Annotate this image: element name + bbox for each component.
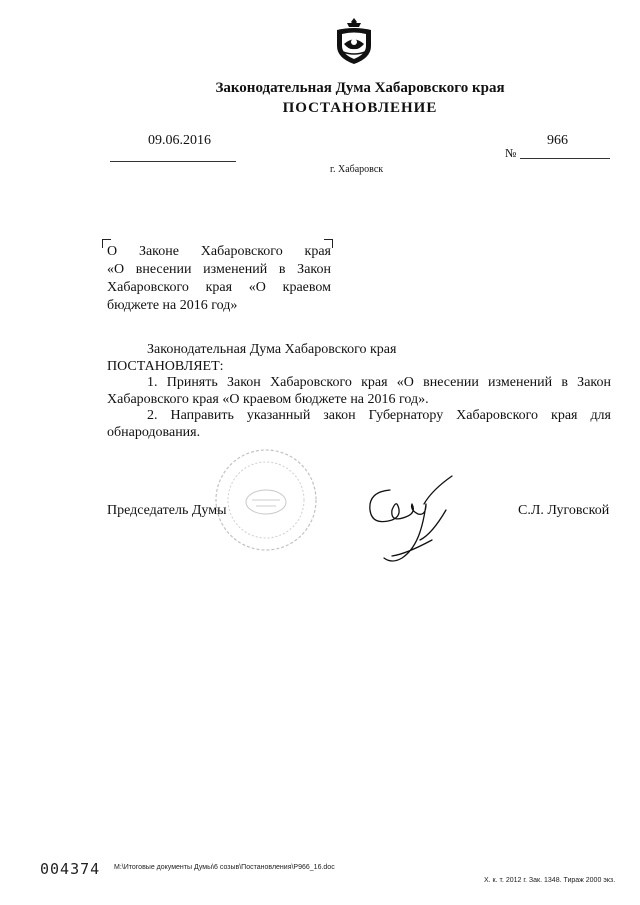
signatory-role: Председатель Думы — [107, 503, 227, 518]
handwritten-signature-icon — [362, 470, 462, 566]
document-body — [107, 342, 611, 441]
title-line: бюджете на 2016 год» — [107, 298, 238, 313]
document-number: 966 — [547, 133, 568, 148]
document-title — [107, 243, 331, 315]
document-type: ПОСТАНОВЛЕНИЕ — [282, 100, 438, 116]
document-date: 09.06.2016 — [148, 133, 211, 148]
seal-stamp-icon — [212, 446, 320, 554]
file-path: M:\Итоговые документы Думы\6 созыв\Постановления\P966_16.doc — [114, 864, 335, 871]
body-resolves: ПОСТАНОВЛЯЕТ: — [107, 358, 224, 374]
number-underline — [520, 158, 610, 159]
body-intro: Законодательная Дума Хабаровского края — [147, 342, 397, 357]
body-item-2: 2. Направить указанный закон Губернатору Хабаровского края для обнародования. — [107, 408, 611, 440]
number-sign: № — [505, 146, 517, 160]
organization-name: Законодательная Дума Хабаровского края — [215, 80, 505, 96]
date-underline — [110, 161, 236, 162]
title-line: О Законе Хабаровского края — [107, 244, 331, 259]
body-item-1: 1. Принять Закон Хабаровского края «О внесении изменений в Закон Хабаровского края «О краевом бюджете на 2016 год». — [107, 375, 611, 407]
coat-of-arms-icon — [333, 16, 375, 66]
title-line: «О внесении изменений в Закон — [107, 262, 331, 277]
title-line: Хабаровского края «О краевом — [107, 280, 331, 295]
form-serial-number: 004374 — [40, 860, 101, 878]
city: г. Хабаровск — [330, 164, 384, 175]
signatory-name: С.Л. Луговской — [518, 503, 610, 518]
print-info: Х. к. т. 2012 г. Зак. 1348. Тираж 2000 экз. — [484, 877, 616, 884]
